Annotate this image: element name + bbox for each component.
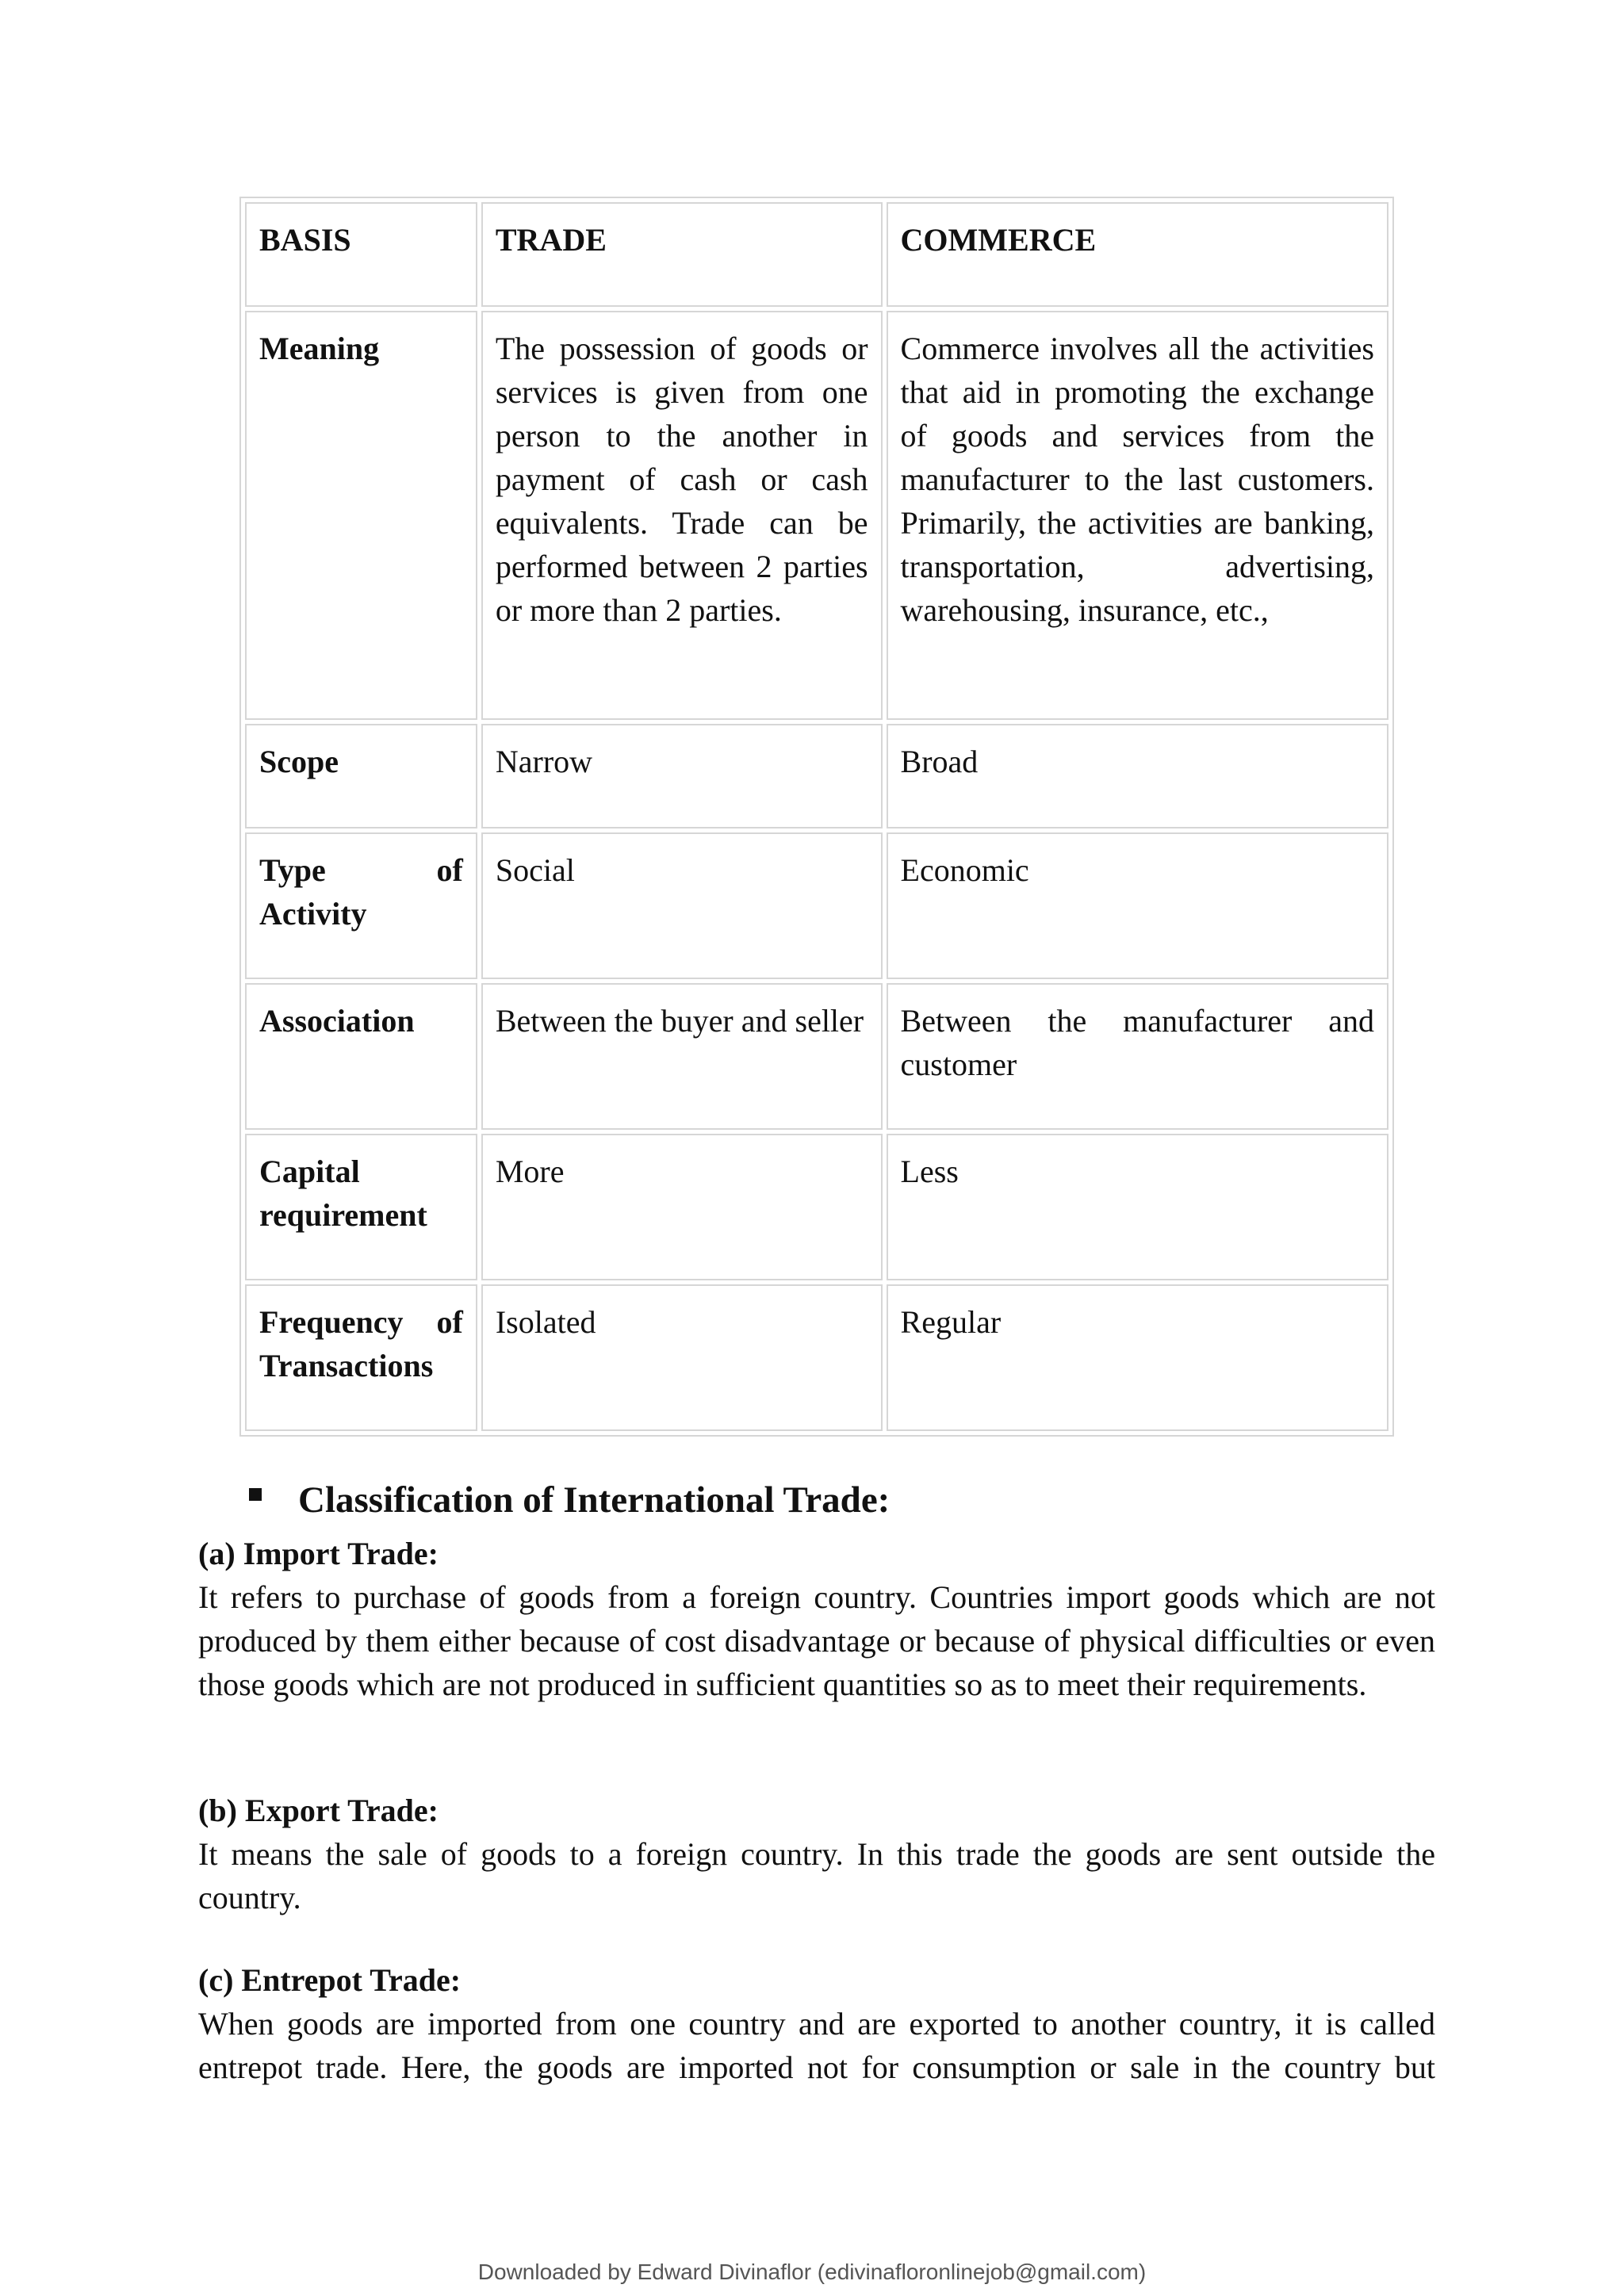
row-trade: The possession of goods or services is given from one person to the another in payment of cash or cash equivalents. Trade can be performed between 2 parties or more than 2 parties. xyxy=(481,311,883,720)
header-basis: BASIS xyxy=(245,202,477,307)
row-commerce: Broad xyxy=(887,724,1388,828)
row-basis: Association xyxy=(245,983,477,1130)
entrepot-trade-heading: (c) Entrepot Trade: xyxy=(198,1962,462,1998)
import-trade-heading: (a) Import Trade: xyxy=(198,1536,439,1571)
header-trade: TRADE xyxy=(481,202,883,307)
square-bullet-icon xyxy=(249,1488,262,1501)
section-heading: Classification of International Trade: xyxy=(298,1479,891,1521)
row-basis: Scope xyxy=(245,724,477,828)
row-basis: Type of Activity xyxy=(245,832,477,979)
table-row xyxy=(245,1284,1388,1431)
row-trade: Isolated xyxy=(481,1284,883,1431)
row-trade: Narrow xyxy=(481,724,883,828)
trade-vs-commerce-table xyxy=(239,197,1394,1437)
row-commerce: Less xyxy=(887,1134,1388,1280)
entrepot-trade-text: When goods are imported from one country and are exported to another country, it is called entrepot trade. Here, the goods are imported not for consumption or sale in the country but xyxy=(198,2006,1435,2085)
row-trade: Between the buyer and seller xyxy=(481,983,883,1130)
table-row xyxy=(245,1134,1388,1280)
table-header-row xyxy=(245,202,1388,307)
table-row xyxy=(245,983,1388,1130)
download-footer: Downloaded by Edward Divinaflor (edivinafloronlinejob@gmail.com) xyxy=(477,2260,1147,2284)
row-basis: Capital requirement xyxy=(245,1134,477,1280)
table-row xyxy=(245,311,1388,720)
export-trade-text: It means the sale of goods to a foreign country. In this trade the goods are sent outside the country. xyxy=(198,1836,1435,1915)
row-commerce: Commerce involves all the activities that aid in promoting the exchange of goods and services from the manufacturer to the last customers. Primarily, the activities are banking, transportation, advertising, warehousing, insurance, etc., xyxy=(887,311,1388,720)
import-trade-text: It refers to purchase of goods from a foreign country. Countries import goods which are not produced by them either because of cost disadvantage or because of physical difficulties or even those goods which are not produced in sufficient quantities so as to meet their requirements. xyxy=(198,1579,1435,1702)
table-row xyxy=(245,832,1388,979)
row-basis: Meaning xyxy=(245,311,477,720)
table-row xyxy=(245,724,1388,828)
header-commerce: COMMERCE xyxy=(887,202,1388,307)
row-basis: Frequency of Transactions xyxy=(245,1284,477,1431)
row-commerce: Economic xyxy=(887,832,1388,979)
row-trade: Social xyxy=(481,832,883,979)
row-commerce: Between the manufacturer and customer xyxy=(887,983,1388,1130)
export-trade-heading: (b) Export Trade: xyxy=(198,1793,439,1828)
row-commerce: Regular xyxy=(887,1284,1388,1431)
row-trade: More xyxy=(481,1134,883,1280)
